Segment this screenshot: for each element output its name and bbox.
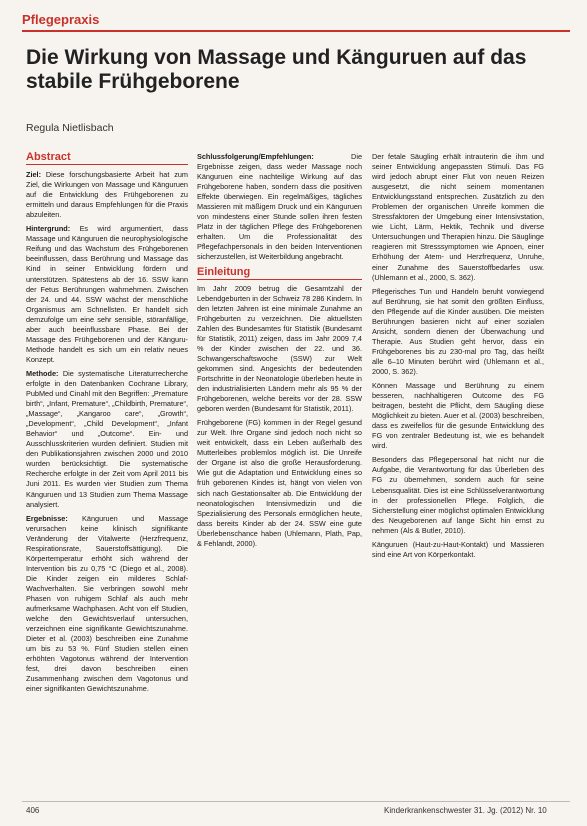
einleitung-paragraph-4: Pflegerisches Tun und Handeln beruht vorwiegend auf Berührung, sie hat somit den größten Einfluss, den Pflegende auf die Kinder ausüben. Die meisten Berührungen basieren nicht auf einer sozialen Ansicht, sondern dienen der Überwachung und Therapie. Aus Studien geht hervor, dass ein Frühgeborenes bis zu 230-mal pro Tag, das heißt alle 6–10 Minuten berührt wird (Uhlemann et al., 2000, S. 362). (372, 286, 544, 376)
methode-label: Methode: (26, 368, 59, 378)
ergebnisse-text: Känguruen und Massage verursachen keine klinisch signifikante Veränderung der Vitalwerte (Herzfrequenz, Respirationsrate, Sauerstoffsättigung). Die Körpertemperatur erhöht sich während der Intervention bis zu 0,75 °C (Diego et al., 2008). Die Kinder zeigen ein milderes Schlaf-Wachverhalten. Sie verbringen sowohl mehr Phasen von ruhigem Schlaf als auch mehr aufmerksame Wachphasen. Acht von elf Studien, welche den Gewichtsverlauf untersuchen, verzeichnen eine signifikante Gewichtszunahme. Dieter et al. (2003) beschreiben eine Zunahme um bis zu 53 %. Fünf Studien stellen einen erhöhten Vagotonus während der Intervention fest, drei davon beschreiben einen Zusammenhang zwischen dem Vagotonus und einer signifikanten Gewichtszunahme. (26, 513, 188, 694)
column-2 (197, 152, 362, 792)
journal-citation: Kinderkrankenschwester 31. Jg. (2012) Nr. 10 (384, 806, 547, 815)
abstract-schluss (197, 152, 362, 263)
hintergrund-text: Es wird argumentiert, dass Massage und Känguruen die neurophysiologische Reifung und das Wachstum des Frühgeborenen beeinflussen, dass Berührung und Massage das Kind in seiner Entwicklung fördern und unterstützen. Spätestens ab der 16. SSW kann der Fetus Berührungen wahrnehmen. Zwischen der 24. und 44. SSW wächst der menschliche Organismus am Schnellsten. Er handelt sich demzufolge um eine sehr sensible, störanfällige, aber auch beeinflussbare Phase. Bei der Massage des Frühgeborenen und der Känguru-Methode handelt es sich um ein relativ neues Konzept. (26, 224, 188, 364)
page-number: 406 (26, 806, 40, 815)
article-title: Die Wirkung von Massage und Känguruen auf das stabile Frühgeborene (26, 46, 527, 93)
einleitung-paragraph-3: Der fetale Säugling erhält intrauterin die ihm und seiner Entwicklung angepassten Stimuli. Das FG wird jedoch abrupt einer Flut von neuen Reizen ausgesetzt, die nicht seinem momentanen Entwicklungsstand entsprechen. Zusätzlich zu den Problemen der organischen Unreife kommen die Stressfaktoren der Umgebung einer Intensivstation, wie Licht, Lärm, Hektik, Technik und diverse Untersuchungen und Therapien hinzu. Die Säuglinge reagieren mit Stresssymptomen wie Apnoen, einer Erhöhung der Atem- und Herzfrequenz, Unruhe, einer Zunahme des Sauerstoffbedarfes usw. (Uhlemann et al., 2000, S. 362). (372, 152, 544, 282)
einleitung-paragraph-1: Im Jahr 2009 betrug die Gesamtzahl der Lebendgeburten in der Schweiz 78 286 Kindern. In den letzten Jahren ist eine minimale Zunahme an Frühgeburten zu verzeichnen. Die aktuellsten Zahlen des Bundesamtes für Statistik (Bundesamt für Statistik, 2011) zeigen, dass im Jahr 2009 7,4 % der Kinder zwischen der 22. und 36. Schwangerschaftswoche (SSW) zur Welt gekommen sind. Angesichts der bedeutenden Fortschritte in der Neonatologie überleben heute in den industrialisierten Ländern mehr als 95 % der Frühgeborenen, welche bereits vor der 28. SSW geboren werden (Bundesamt für Statistik, 2011). (197, 283, 362, 414)
abstract-ziel (26, 170, 188, 220)
abstract-methode (26, 369, 188, 510)
author-name: Regula Nietlisbach (26, 122, 114, 134)
schluss-label: Schlussfolgerung/Empfehlungen: (197, 152, 314, 161)
ziel-label: Ziel: (26, 170, 41, 180)
hintergrund-label: Hintergrund: (26, 224, 71, 234)
column-3 (372, 152, 544, 792)
abstract-hintergrund (26, 224, 188, 365)
ergebnisse-label: Ergebnisse: (26, 513, 68, 523)
schluss-text: Die Ergebnisse zeigen, dass weder Massage noch Känguruen eine nachteilige Wirkung auf das Frühgeborene haben, sondern dass die positiven Effekte überwiegen. Ein regelmäßiges, tägliches Massieren mit mäßigem Druck und ein Känguruen von mindestens einer Stunde sollen ihren festen Platz in der täglichen Pflege des Frühgeborenen erhalten. Um die Professionalität des Pflegefachpersonals in den beiden Interventionen sicherzustellen, ist Weiterbildung angebracht. (197, 152, 362, 262)
footer-rule (22, 801, 570, 802)
abstract-ergebnisse (26, 514, 188, 695)
einleitung-paragraph-2: Frühgeborene (FG) kommen in der Regel gesund zur Welt. Ihre Organe sind jedoch noch nicht so weit entwickelt, dass ein Leben außerhalb des Mutterleibes problemlos möglich ist. Die Unreife der Organe ist also die große Herausforderung. Wie gut die Adaptation und Entwicklung eines so früh geborenen Kindes ist, hängt von vielen von sich nach Gestationsalter ab. Die Entwicklung der neonatologischen Intensivmedizin und die Spezialisierung des Personals ermöglichen heute, dass bereits Kinder ab der 24. SSW eine gute Überlebenschance haben (Uhlemann, Plath, Pap, & Fehlandt, 2000). (197, 418, 362, 548)
einleitung-paragraph-6: Besonders das Pflegepersonal hat nicht nur die Aufgabe, die Verantwortung für das Überleben des FG zu übernehmen, sondern auch für seine Lebensqualität. Dies ist eine Schlüsselverantwortung in der professionellen Pflege. Folglich, die Sicherstellung einer möglichst optimalen Entwicklung des Neugeborenen auf lange Sicht hin ernst zu nehmen (Als & Butler, 2010). (372, 455, 544, 535)
ziel-text: Diese forschungsbasierte Arbeit hat zum Ziel, die Wirkungen von Massage und Känguruen auf die Entwicklung des Frühgeborenen zu ermitteln und daraus Empfehlungen für die Praxis abzuleiten. (26, 170, 188, 220)
column-1 (26, 152, 188, 792)
section-tag: Pflegepraxis (22, 12, 100, 27)
einleitung-paragraph-5: Können Massage und Berührung zu einem besseren, nachhaltigeren Outcome des FG beitragen, besteht die Pflicht, dem Säugling diese Möglichkeit zu bieten. Auer et al. (2003) beschreiben, dass es zweifellos für die gesunde Entwicklung des FG von zentraler Bedeutung ist, wie es behandelt wird. (372, 381, 544, 451)
einleitung-heading: Einleitung (197, 267, 362, 280)
abstract-heading: Abstract (26, 152, 188, 165)
methode-text: Die systematische Literaturrecherche erfolgte in den Datenbanken Cochrane Library, PubMed und Cinahl mit den Begriffen: „Premature birth“, „Infant, Premature“, „Childbirth, Premature“, „Massage“, „Kangaroo care“, „Growth“, „Development“, „Child Development“, „Infant Behavior“ und „Outcome“. Ein- und Ausschlusskriterien wurden definiert. Studien mit den Publikationsjahren zwischen 2000 und 2010 wurden berücksichtigt. Die systematische Recherche erfolgte in der Zeit vom April 2011 bis Juni 2011. Es wurden vier Studien zum Thema Känguruen und 13 Studien zum Thema Massage analysiert. (26, 368, 188, 509)
section-rule (22, 30, 570, 32)
einleitung-paragraph-7: Känguruen (Haut-zu-Haut-Kontakt) und Massieren sind eine Art von Körperkontakt. (372, 539, 544, 559)
